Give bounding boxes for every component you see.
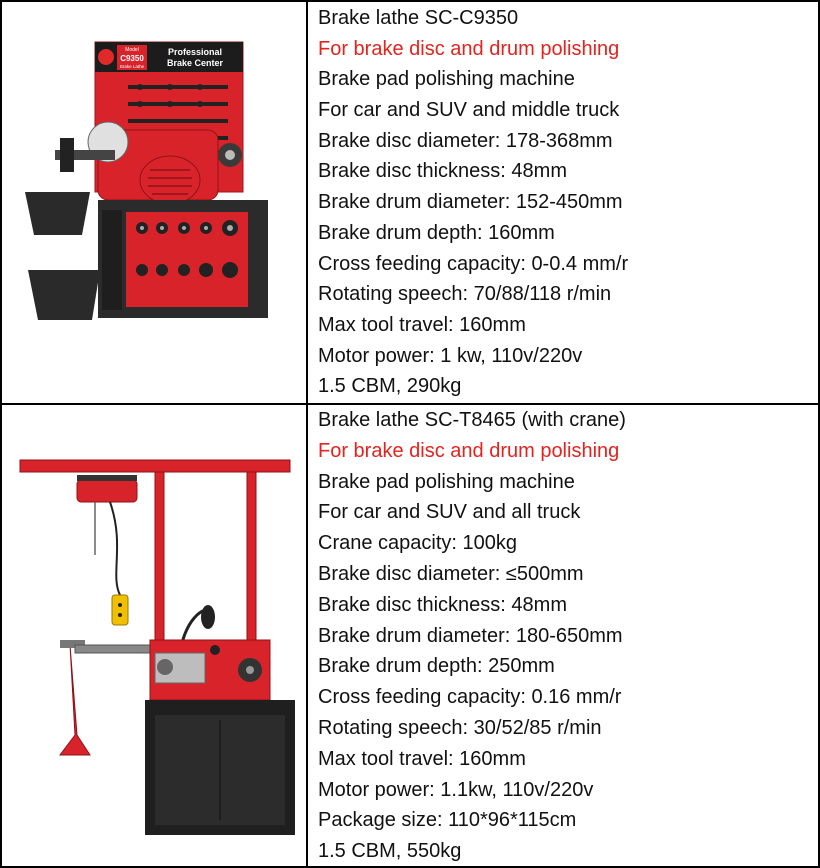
support-stand	[60, 645, 90, 755]
model-badge-sub: Brake Lathe	[119, 64, 145, 69]
table-border-left	[0, 0, 2, 868]
table-border-top	[0, 0, 820, 2]
spec-line: Rotating speech: 70/88/118 r/min	[318, 283, 612, 306]
spec-line: Brake lathe SC-T8465 (with crane)	[318, 409, 626, 431]
spec-line: Brake lathe SC-C9350	[318, 7, 519, 29]
model-badge-brand: Model	[125, 47, 139, 53]
spec-line: Motor power: 1.1kw, 110v/220v	[318, 778, 594, 801]
table-column-divider	[306, 0, 308, 868]
spec-line: Crane capacity: 100kg	[318, 532, 518, 555]
motor	[140, 156, 200, 204]
spec-line: Brake disc thickness: 48mm	[318, 593, 567, 616]
spec-line: Brake drum depth: 160mm	[318, 221, 555, 244]
spec-line: Brake disc thickness: 48mm	[318, 160, 567, 183]
spec-line: For car and SUV and middle truck	[318, 99, 620, 122]
crane-beam	[20, 460, 290, 472]
spec-line: 1.5 CBM, 290kg	[318, 375, 462, 398]
spec-line: Brake disc diameter: ≤500mm	[318, 562, 584, 585]
spec-line: Cross feeding capacity: 0.16 mm/r	[318, 686, 622, 709]
spec-line: Package size: 110*96*115cm	[318, 809, 577, 832]
spec-line: Brake pad polishing machine	[318, 470, 575, 493]
spec-line: Brake drum diameter: 152-450mm	[318, 191, 623, 214]
pendant-cord	[110, 502, 120, 595]
electric-hoist	[77, 480, 137, 502]
product-image-sc-c9350	[20, 30, 290, 330]
spec-line: Rotating speech: 30/52/85 r/min	[318, 716, 602, 739]
pendant-control	[112, 595, 128, 625]
spec-line: Max tool travel: 160mm	[318, 747, 526, 770]
label-title-line2: Brake Center	[166, 58, 224, 68]
spec-line: Max tool travel: 160mm	[318, 313, 526, 336]
brand-logo-icon	[98, 49, 114, 65]
spec-line: For car and SUV and all truck	[318, 501, 581, 524]
spec-list-sc-c9350	[318, 3, 628, 402]
spec-line: Brake drum depth: 250mm	[318, 655, 555, 678]
spec-line: Motor power: 1 kw, 110v/220v	[318, 344, 583, 367]
spec-line: Brake disc diameter: 178-368mm	[318, 129, 613, 152]
spec-line: Cross feeding capacity: 0-0.4 mm/r	[318, 252, 629, 275]
spec-line: Brake drum diameter: 180-650mm	[318, 624, 623, 647]
spec-line: Brake pad polishing machine	[318, 68, 575, 91]
spec-line: 1.5 CBM, 550kg	[318, 840, 462, 863]
spec-line-highlight: For brake disc and drum polishing	[318, 37, 620, 60]
spec-list-sc-t8465	[318, 405, 626, 867]
chip-tray-upper	[25, 192, 90, 235]
label-title-line1: Professional	[167, 47, 223, 57]
work-lamp-head	[201, 605, 215, 629]
crane-post-left	[155, 472, 164, 647]
spec-line-highlight: For brake disc and drum polishing	[318, 439, 620, 462]
brake-lathe-c9350-illustration	[20, 30, 290, 330]
chip-tray-lower	[28, 270, 100, 320]
product-image-sc-t8465	[15, 445, 300, 845]
model-badge-number: C9350	[120, 54, 144, 63]
brake-lathe-t8465-illustration	[15, 445, 300, 845]
